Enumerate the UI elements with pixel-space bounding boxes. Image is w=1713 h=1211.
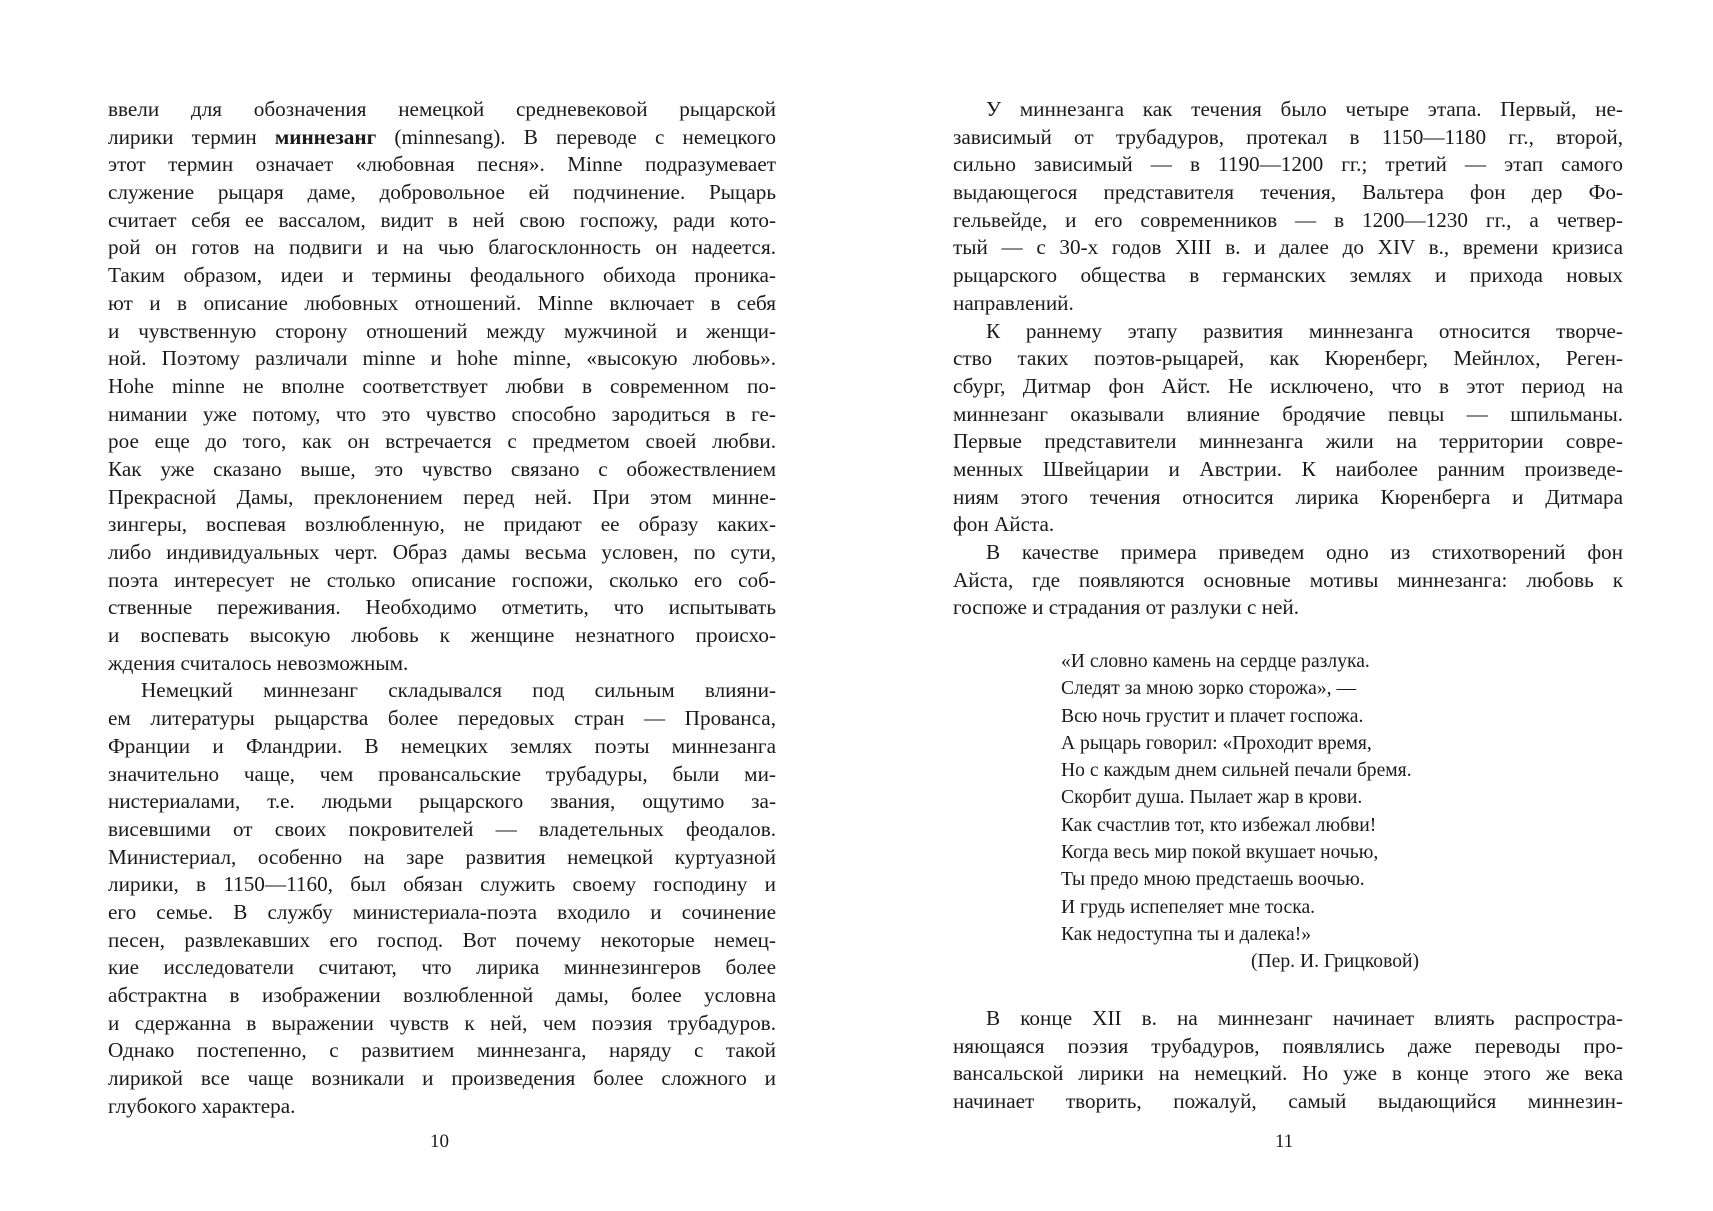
text-line (108, 124, 776, 152)
text-line: направлений. (953, 290, 1074, 315)
text-line: висевшими от своих покровителей — владетельных феодалов. (108, 816, 776, 841)
text-line: начинает творить, пожалуй, самый выдающийся миннезин- (953, 1089, 1623, 1114)
text-line: Однако постепенно, с развитием миннезанга, наряду с такой (108, 1038, 776, 1063)
text-line: миннезанг оказывали влияние бродячие певцы — шпильманы. (953, 401, 1623, 426)
text-line: его семье. В службу министериала-поэта входило и сочинение (108, 899, 776, 924)
text-line: нимании уже потому, что это чувство способно зародиться в ге- (108, 401, 776, 426)
text-line: сбург, Дитмар фон Айст. Не исключено, что в этот период на (953, 373, 1623, 398)
poem-line: «И словно камень на сердце разлука. (1061, 651, 1370, 672)
poem-line: Всю ночь грустит и плачет госпожа. (1061, 705, 1364, 727)
text-line: вансальской лирики на немецкий. Но уже в конце этого же века (953, 1061, 1623, 1086)
text-line: выдающегося представителя течения, Вальтера фон дер Фо- (953, 180, 1623, 205)
paragraph (953, 539, 1623, 622)
poem-line: Как счастлив тот, кто избежал любви! (1061, 814, 1377, 836)
text-line: В качестве примера приведем одно из стихотворений фон (986, 540, 1623, 564)
text-line: няющаяся поэзия трубадуров, появлялись даже переводы про- (953, 1033, 1623, 1058)
text-line: песен, развлекавших его господ. Вот почему некоторые немец- (108, 927, 776, 952)
paragraph (108, 677, 776, 1120)
poem-line: Скорбит душа. Пылает жар в крови. (1061, 787, 1363, 809)
text-line: В конце XII в. на миннезанг начинает влиять распростра- (986, 1006, 1623, 1030)
text-line: Министериал, особенно на заре развития немецкой куртуазной (108, 844, 776, 869)
poem-line: Ты предо мною предстаешь воочью. (1061, 869, 1365, 891)
text-line: Франции и Фландрии. В немецких землях поэты миннезанга (108, 733, 776, 758)
text-line: сильно зависимый — в 1190—1200 гг.; третий — этап самого (953, 152, 1623, 177)
text-line: Немецкий миннезанг складывался под сильным влияни- (141, 678, 776, 703)
text-line: этот термин означает «любовная песня». Minne подразумевает (108, 152, 776, 177)
paragraph (953, 96, 1623, 318)
text-run: (minnesang). В переводе с немецкого (376, 124, 777, 149)
text-line: Айста, где появляются основные мотивы миннезанга: любовь к (953, 567, 1623, 592)
paragraph (108, 96, 776, 677)
text-line: и воспевать высокую любовь к женщине незнатного происхо- (108, 623, 776, 648)
poem-attribution: (Пер. И. Грицковой) (1251, 951, 1420, 973)
text-line: ввели для обозначения немецкой средневековой рыцарской (108, 97, 776, 121)
text-line: считает себя ее вассалом, видит в ней свою госпожу, ради кото- (108, 207, 776, 232)
text-line: рое еще до того, как он встречается с предметом своей любви. (108, 429, 776, 454)
poem-line: Когда весь мир покой вкушает ночью, (1061, 842, 1379, 864)
text-line: фон Айста. (953, 512, 1055, 537)
text-line: и чувственную сторону отношений между мужчиной и женщи- (108, 318, 776, 343)
poem-line: Следят за мною зорко сторожа», — (1061, 678, 1357, 700)
text-line: К раннему этапу развития миннезанга относится творче- (986, 318, 1623, 343)
text-line: значительно чаще, чем провансальские трубадуры, были ми- (108, 761, 776, 786)
text-run: лирики термин (108, 124, 275, 149)
text-line: лирикой все чаще возникали и произведения более сложного и (108, 1066, 776, 1091)
term-minnesang: миннезанг (274, 124, 377, 149)
text-line: ниям этого течения относится лирика Кюренберга и Дитмара (953, 484, 1623, 509)
left-page (108, 96, 776, 1120)
paragraph (953, 1005, 1623, 1116)
text-line: госпоже и страдания от разлуки с ней. (953, 595, 1300, 620)
page-number: 11 (1275, 1131, 1294, 1152)
poem-line: Но с каждым днем сильней печали бремя. (1061, 760, 1412, 782)
text-line: Первые представители миннезанга жили на территории совре- (953, 429, 1623, 454)
text-line: глубокого характера. (108, 1093, 296, 1118)
text-line: зингеры, воспевая возлюбленную, не придают ее образу каких- (108, 512, 776, 537)
text-line: Как уже сказано выше, это чувство связано с обожествлением (108, 456, 776, 481)
poem (1061, 648, 1419, 976)
text-line: ство таких поэтов-рыцарей, как Кюренберг, Мейнлох, Реген- (953, 346, 1623, 371)
text-line: зависимый от трубадуров, протекал в 1150—1180 гг., второй, (953, 124, 1623, 149)
text-line: ждения считалось невозможным. (108, 650, 409, 675)
text-line: ной. Поэтому различали minne и hohe minne, «высокую любовь». (108, 346, 776, 371)
text-line: и сдержанна в выражении чувств к ней, чем поэзия трубадуров. (108, 1010, 776, 1035)
text-line: ем литературы рыцарства более передовых стран — Прованса, (108, 706, 776, 731)
poem-line: Как недоступна ты и далека!» (1061, 923, 1312, 945)
text-line: служение рыцаря даме, добровольное ей подчинение. Рыцарь (108, 180, 776, 205)
text-line: тый — с 30-х годов XIII в. и далее до XIV в., времени кризиса (953, 235, 1623, 260)
text-line: либо индивидуальных черт. Образ дамы весьма условен, по сути, (108, 540, 776, 564)
text-line: абстрактна в изображении возлюбленной дамы, более условна (108, 983, 776, 1007)
text-line: кие исследователи считают, что лирика миннезингеров более (108, 955, 776, 980)
text-line: ют и в описание любовных отношений. Minne включает в себя (108, 290, 776, 315)
text-line: поэта интересует не столько описание госпожи, сколько его соб- (108, 567, 776, 592)
paragraph (953, 318, 1623, 540)
poem-line: И грудь испепеляет мне тоска. (1061, 896, 1316, 918)
text-line: У миннезанга как течения было четыре этапа. Первый, не- (986, 97, 1623, 121)
text-line: Hohe minne не вполне соответствует любви в современном по- (108, 373, 776, 398)
text-line: лирики, в 1150—1160, был обязан служить своему господину и (108, 872, 776, 897)
text-line: Таким образом, идеи и термины феодального обихода проника- (108, 263, 776, 288)
text-line: Прекрасной Дамы, преклонением перед ней. При этом минне- (108, 484, 776, 509)
text-line: гельвейде, и его современников — в 1200—1230 гг., а четвер- (953, 207, 1623, 232)
right-page (953, 96, 1623, 622)
text-line: рыцарского общества в германских землях и прихода новых (953, 263, 1623, 288)
text-line: ственные переживания. Необходимо отметить, что испытывать (108, 595, 776, 620)
text-line: нистериалами, т.е. людьми рыцарского звания, ощутимо за- (108, 789, 776, 814)
page-number: 10 (430, 1131, 449, 1152)
text-line: менных Швейцарии и Австрии. К наиболее ранним произведе- (953, 456, 1623, 481)
text-line: рой он готов на подвиги и на чью благосклонность он надеется. (108, 235, 776, 260)
poem-line: А рыцарь говорил: «Проходит время, (1061, 732, 1372, 754)
